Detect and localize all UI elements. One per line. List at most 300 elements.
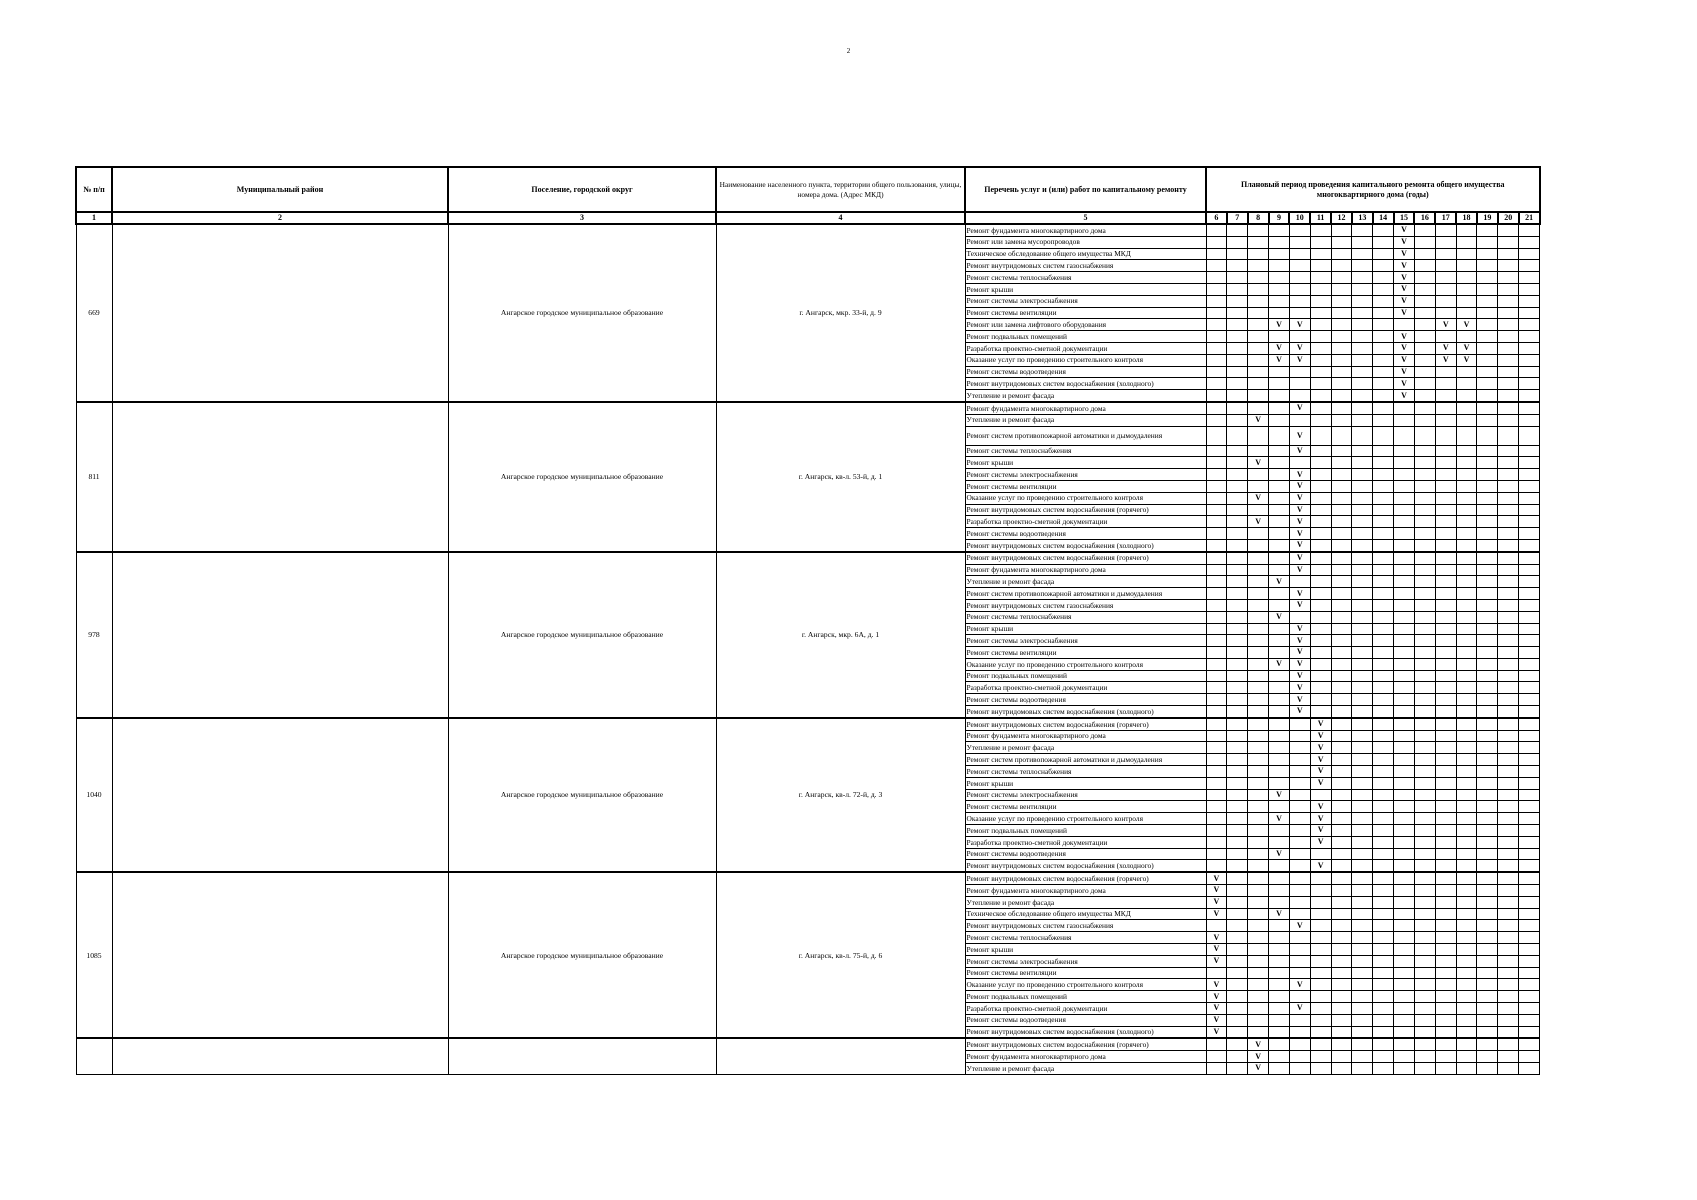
- year-cell-12: [1331, 766, 1352, 778]
- year-cell-11: [1310, 848, 1331, 860]
- year-cell-10: [1289, 260, 1310, 272]
- year-cell-21: [1519, 492, 1540, 504]
- year-cell-17: [1435, 588, 1456, 600]
- year-cell-19: [1477, 777, 1498, 789]
- year-cell-6: [1206, 272, 1227, 284]
- year-cell-17: [1435, 754, 1456, 766]
- year-cell-11: [1310, 236, 1331, 248]
- year-cell-15: [1394, 504, 1415, 516]
- year-cell-12: [1331, 469, 1352, 481]
- column-number: 12: [1331, 212, 1352, 224]
- year-cell-21: [1519, 283, 1540, 295]
- year-cell-21: [1519, 967, 1540, 979]
- year-cell-8: [1248, 885, 1269, 897]
- year-cell-15: [1394, 920, 1415, 932]
- year-cell-11: [1310, 635, 1331, 647]
- year-cell-17: [1435, 599, 1456, 611]
- year-cell-10: [1289, 754, 1310, 766]
- record-address: [716, 1038, 965, 1074]
- year-cell-18: [1456, 991, 1477, 1003]
- work-item: Ремонт внутридомовых систем водоснабжения (горячего): [965, 872, 1206, 884]
- year-cell-10: V: [1289, 516, 1310, 528]
- year-cell-18: [1456, 801, 1477, 813]
- year-cell-8: V: [1248, 1062, 1269, 1074]
- work-item: Ремонт внутридомовых систем водоснабжения (горячего): [965, 1038, 1206, 1050]
- year-cell-12: [1331, 1051, 1352, 1063]
- year-cell-13: [1352, 1026, 1373, 1038]
- year-cell-11: [1310, 647, 1331, 659]
- year-cell-11: [1310, 611, 1331, 623]
- year-cell-15: [1394, 564, 1415, 576]
- record-district: [112, 552, 448, 718]
- year-cell-16: [1414, 932, 1435, 944]
- year-cell-9: [1269, 647, 1290, 659]
- year-cell-11: [1310, 539, 1331, 551]
- year-cell-8: [1248, 920, 1269, 932]
- year-cell-8: V: [1248, 457, 1269, 469]
- year-cell-20: [1498, 1026, 1519, 1038]
- year-cell-12: [1331, 588, 1352, 600]
- year-cell-19: [1477, 492, 1498, 504]
- year-cell-15: [1394, 588, 1415, 600]
- year-cell-21: [1519, 730, 1540, 742]
- year-cell-8: [1248, 599, 1269, 611]
- year-cell-18: [1456, 426, 1477, 445]
- column-number: 19: [1477, 212, 1498, 224]
- year-cell-16: [1414, 599, 1435, 611]
- year-cell-13: [1352, 528, 1373, 540]
- year-cell-17: [1435, 272, 1456, 284]
- year-cell-6: [1206, 766, 1227, 778]
- year-cell-6: [1206, 754, 1227, 766]
- year-cell-6: [1206, 836, 1227, 848]
- year-cell-15: [1394, 979, 1415, 991]
- year-cell-12: [1331, 366, 1352, 378]
- year-cell-14: [1373, 283, 1394, 295]
- year-cell-6: [1206, 307, 1227, 319]
- year-cell-13: [1352, 885, 1373, 897]
- work-item: Оказание услуг по проведению строительного контроля: [965, 813, 1206, 825]
- year-cell-20: [1498, 295, 1519, 307]
- page-number: 2: [846, 47, 851, 55]
- year-cell-7: [1227, 967, 1248, 979]
- year-cell-9: [1269, 885, 1290, 897]
- year-cell-9: [1269, 1014, 1290, 1026]
- year-cell-11: [1310, 885, 1331, 897]
- year-cell-14: [1373, 766, 1394, 778]
- year-cell-16: [1414, 955, 1435, 967]
- year-cell-6: [1206, 801, 1227, 813]
- work-item: Ремонт систем противопожарной автоматики и дымоудаления: [965, 754, 1206, 766]
- column-number: 14: [1373, 212, 1394, 224]
- year-cell-7: [1227, 718, 1248, 730]
- year-cell-17: [1435, 967, 1456, 979]
- year-cell-9: [1269, 718, 1290, 730]
- work-item: Разработка проектно-сметной документации: [965, 342, 1206, 354]
- year-cell-6: [1206, 694, 1227, 706]
- year-cell-18: [1456, 754, 1477, 766]
- year-cell-20: [1498, 777, 1519, 789]
- year-cell-17: [1435, 920, 1456, 932]
- year-cell-9: [1269, 224, 1290, 236]
- year-cell-17: [1435, 331, 1456, 343]
- column-number: 5: [965, 212, 1206, 224]
- year-cell-13: [1352, 813, 1373, 825]
- year-cell-17: [1435, 955, 1456, 967]
- year-cell-11: [1310, 1038, 1331, 1050]
- year-cell-18: [1456, 766, 1477, 778]
- year-cell-15: [1394, 742, 1415, 754]
- work-item: Ремонт фундамента многоквартирного дома: [965, 402, 1206, 414]
- year-cell-15: [1394, 658, 1415, 670]
- year-cell-10: V: [1289, 588, 1310, 600]
- year-cell-7: [1227, 955, 1248, 967]
- year-cell-17: V: [1435, 354, 1456, 366]
- year-cell-11: V: [1310, 766, 1331, 778]
- year-cell-21: [1519, 1014, 1540, 1026]
- year-cell-8: [1248, 611, 1269, 623]
- record-num: 1085: [76, 872, 112, 1038]
- year-cell-9: [1269, 236, 1290, 248]
- year-cell-19: [1477, 944, 1498, 956]
- year-cell-15: [1394, 706, 1415, 718]
- year-cell-11: [1310, 1003, 1331, 1015]
- year-cell-8: [1248, 991, 1269, 1003]
- year-cell-19: [1477, 991, 1498, 1003]
- year-cell-16: [1414, 260, 1435, 272]
- year-cell-9: [1269, 414, 1290, 426]
- year-cell-7: [1227, 576, 1248, 588]
- year-cell-8: [1248, 848, 1269, 860]
- year-cell-15: [1394, 457, 1415, 469]
- year-cell-14: [1373, 319, 1394, 331]
- year-cell-7: [1227, 1003, 1248, 1015]
- year-cell-7: [1227, 623, 1248, 635]
- year-cell-7: [1227, 944, 1248, 956]
- year-cell-18: [1456, 836, 1477, 848]
- year-cell-16: [1414, 307, 1435, 319]
- year-cell-7: [1227, 801, 1248, 813]
- year-cell-17: [1435, 480, 1456, 492]
- year-cell-15: [1394, 848, 1415, 860]
- year-cell-19: [1477, 528, 1498, 540]
- year-cell-13: [1352, 836, 1373, 848]
- year-cell-13: [1352, 283, 1373, 295]
- year-cell-15: [1394, 516, 1415, 528]
- year-cell-8: [1248, 480, 1269, 492]
- year-cell-6: V: [1206, 885, 1227, 897]
- year-cell-17: [1435, 1026, 1456, 1038]
- year-cell-13: [1352, 354, 1373, 366]
- year-cell-7: [1227, 1051, 1248, 1063]
- year-cell-18: [1456, 611, 1477, 623]
- year-cell-6: V: [1206, 908, 1227, 920]
- year-cell-6: [1206, 552, 1227, 564]
- year-cell-10: V: [1289, 635, 1310, 647]
- year-cell-9: [1269, 967, 1290, 979]
- year-cell-18: [1456, 706, 1477, 718]
- year-cell-8: [1248, 342, 1269, 354]
- year-cell-16: [1414, 706, 1435, 718]
- year-cell-13: [1352, 967, 1373, 979]
- column-number: 1: [76, 212, 112, 224]
- year-cell-14: [1373, 492, 1394, 504]
- year-cell-8: [1248, 528, 1269, 540]
- year-cell-14: [1373, 682, 1394, 694]
- year-cell-20: [1498, 378, 1519, 390]
- year-cell-14: [1373, 307, 1394, 319]
- year-cell-18: [1456, 1014, 1477, 1026]
- year-cell-6: [1206, 283, 1227, 295]
- year-cell-15: [1394, 825, 1415, 837]
- year-cell-13: [1352, 635, 1373, 647]
- work-item: Ремонт фундамента многоквартирного дома: [965, 564, 1206, 576]
- year-cell-7: [1227, 766, 1248, 778]
- record-settlement: Ангарское городское муниципальное образование: [448, 872, 716, 1038]
- year-cell-11: [1310, 658, 1331, 670]
- year-cell-10: V: [1289, 426, 1310, 445]
- year-cell-20: [1498, 1051, 1519, 1063]
- year-cell-16: [1414, 754, 1435, 766]
- year-cell-6: [1206, 480, 1227, 492]
- year-cell-21: [1519, 552, 1540, 564]
- year-cell-10: [1289, 1062, 1310, 1074]
- year-cell-16: [1414, 742, 1435, 754]
- year-cell-18: [1456, 730, 1477, 742]
- year-cell-9: [1269, 552, 1290, 564]
- year-cell-18: [1456, 872, 1477, 884]
- year-cell-13: [1352, 742, 1373, 754]
- year-cell-6: V: [1206, 1026, 1227, 1038]
- year-cell-16: [1414, 1038, 1435, 1050]
- year-cell-11: [1310, 789, 1331, 801]
- year-cell-11: [1310, 307, 1331, 319]
- year-cell-19: [1477, 920, 1498, 932]
- year-cell-19: [1477, 742, 1498, 754]
- year-cell-13: [1352, 682, 1373, 694]
- year-cell-21: [1519, 539, 1540, 551]
- year-cell-18: [1456, 236, 1477, 248]
- year-cell-19: [1477, 354, 1498, 366]
- year-cell-8: [1248, 718, 1269, 730]
- year-cell-13: [1352, 426, 1373, 445]
- work-item: Оказание услуг по проведению строительного контроля: [965, 979, 1206, 991]
- year-cell-9: [1269, 944, 1290, 956]
- year-cell-6: [1206, 670, 1227, 682]
- year-cell-10: [1289, 742, 1310, 754]
- year-cell-19: [1477, 896, 1498, 908]
- work-item: Ремонт внутридомовых систем газоснабжения: [965, 599, 1206, 611]
- year-cell-12: [1331, 611, 1352, 623]
- year-cell-13: [1352, 414, 1373, 426]
- record-address: г. Ангарск, кв-л. 53-й, д. 1: [716, 402, 965, 552]
- year-cell-19: [1477, 307, 1498, 319]
- year-cell-21: [1519, 236, 1540, 248]
- year-cell-15: [1394, 955, 1415, 967]
- year-cell-19: [1477, 908, 1498, 920]
- year-cell-17: [1435, 860, 1456, 872]
- year-cell-6: [1206, 1062, 1227, 1074]
- year-cell-18: [1456, 390, 1477, 402]
- year-cell-15: [1394, 445, 1415, 457]
- year-cell-11: [1310, 366, 1331, 378]
- year-cell-13: [1352, 469, 1373, 481]
- year-cell-17: [1435, 611, 1456, 623]
- year-cell-21: [1519, 813, 1540, 825]
- year-cell-16: [1414, 694, 1435, 706]
- year-cell-14: [1373, 236, 1394, 248]
- year-cell-16: [1414, 564, 1435, 576]
- year-cell-19: [1477, 682, 1498, 694]
- year-cell-14: [1373, 789, 1394, 801]
- year-cell-21: [1519, 944, 1540, 956]
- year-cell-6: [1206, 295, 1227, 307]
- year-cell-19: [1477, 706, 1498, 718]
- table-row: [76, 224, 1540, 236]
- year-cell-18: [1456, 248, 1477, 260]
- year-cell-9: [1269, 932, 1290, 944]
- year-cell-12: [1331, 354, 1352, 366]
- year-cell-7: [1227, 730, 1248, 742]
- year-cell-7: [1227, 1014, 1248, 1026]
- year-cell-11: [1310, 694, 1331, 706]
- year-cell-10: [1289, 1014, 1310, 1026]
- year-cell-10: [1289, 272, 1310, 284]
- year-cell-19: [1477, 378, 1498, 390]
- work-item: Утепление и ремонт фасада: [965, 1062, 1206, 1074]
- year-cell-16: [1414, 331, 1435, 343]
- year-cell-18: [1456, 623, 1477, 635]
- year-cell-7: [1227, 813, 1248, 825]
- year-cell-21: [1519, 670, 1540, 682]
- year-cell-9: [1269, 777, 1290, 789]
- work-item: Разработка проектно-сметной документации: [965, 1003, 1206, 1015]
- year-cell-16: [1414, 236, 1435, 248]
- year-cell-11: [1310, 248, 1331, 260]
- year-cell-20: [1498, 504, 1519, 516]
- year-cell-12: [1331, 599, 1352, 611]
- year-cell-15: [1394, 777, 1415, 789]
- year-cell-18: [1456, 539, 1477, 551]
- year-cell-11: [1310, 576, 1331, 588]
- year-cell-14: [1373, 445, 1394, 457]
- year-cell-8: [1248, 426, 1269, 445]
- year-cell-12: [1331, 670, 1352, 682]
- work-item: Ремонт системы водоотведения: [965, 528, 1206, 540]
- year-cell-21: [1519, 694, 1540, 706]
- year-cell-17: [1435, 896, 1456, 908]
- year-cell-9: [1269, 390, 1290, 402]
- work-item: Ремонт крыши: [965, 457, 1206, 469]
- year-cell-10: [1289, 1038, 1310, 1050]
- year-cell-14: [1373, 390, 1394, 402]
- year-cell-9: [1269, 872, 1290, 884]
- year-cell-8: [1248, 647, 1269, 659]
- year-cell-14: [1373, 694, 1394, 706]
- year-cell-11: [1310, 682, 1331, 694]
- year-cell-12: [1331, 623, 1352, 635]
- year-cell-16: [1414, 944, 1435, 956]
- year-cell-11: [1310, 1026, 1331, 1038]
- year-cell-12: [1331, 742, 1352, 754]
- year-cell-14: [1373, 295, 1394, 307]
- year-cell-16: [1414, 528, 1435, 540]
- year-cell-10: [1289, 414, 1310, 426]
- year-cell-21: [1519, 920, 1540, 932]
- year-cell-8: [1248, 1014, 1269, 1026]
- work-item: Ремонт системы электроснабжения: [965, 789, 1206, 801]
- year-cell-11: [1310, 979, 1331, 991]
- year-cell-17: [1435, 825, 1456, 837]
- year-cell-7: [1227, 1026, 1248, 1038]
- year-cell-18: [1456, 564, 1477, 576]
- year-cell-13: [1352, 860, 1373, 872]
- year-cell-10: [1289, 955, 1310, 967]
- year-cell-6: [1206, 682, 1227, 694]
- year-cell-12: [1331, 908, 1352, 920]
- year-cell-11: [1310, 414, 1331, 426]
- year-cell-12: [1331, 825, 1352, 837]
- year-cell-21: [1519, 1051, 1540, 1063]
- year-cell-17: [1435, 635, 1456, 647]
- year-cell-18: [1456, 670, 1477, 682]
- year-cell-18: [1456, 967, 1477, 979]
- year-cell-7: [1227, 248, 1248, 260]
- year-cell-15: [1394, 1051, 1415, 1063]
- year-cell-16: [1414, 658, 1435, 670]
- year-cell-7: [1227, 331, 1248, 343]
- year-cell-9: [1269, 588, 1290, 600]
- year-cell-9: [1269, 979, 1290, 991]
- year-cell-15: V: [1394, 260, 1415, 272]
- year-cell-12: [1331, 777, 1352, 789]
- year-cell-16: [1414, 885, 1435, 897]
- year-cell-15: V: [1394, 248, 1415, 260]
- year-cell-17: [1435, 1038, 1456, 1050]
- year-cell-14: [1373, 272, 1394, 284]
- year-cell-10: [1289, 1026, 1310, 1038]
- year-cell-15: [1394, 635, 1415, 647]
- work-item: Ремонт систем противопожарной автоматики и дымоудаления: [965, 588, 1206, 600]
- year-cell-19: [1477, 445, 1498, 457]
- year-cell-14: [1373, 658, 1394, 670]
- year-cell-12: [1331, 848, 1352, 860]
- year-cell-13: [1352, 445, 1373, 457]
- table-row: [76, 872, 1540, 884]
- year-cell-14: [1373, 885, 1394, 897]
- year-cell-15: [1394, 813, 1415, 825]
- year-cell-13: [1352, 1051, 1373, 1063]
- record-num: 1040: [76, 718, 112, 872]
- year-cell-6: [1206, 260, 1227, 272]
- year-cell-12: [1331, 896, 1352, 908]
- year-cell-18: [1456, 516, 1477, 528]
- year-cell-10: [1289, 777, 1310, 789]
- year-cell-9: V: [1269, 848, 1290, 860]
- year-cell-21: [1519, 896, 1540, 908]
- year-cell-16: [1414, 283, 1435, 295]
- year-cell-7: [1227, 402, 1248, 414]
- year-cell-6: [1206, 789, 1227, 801]
- work-item: Ремонт системы вентиляции: [965, 307, 1206, 319]
- year-cell-8: V: [1248, 492, 1269, 504]
- year-cell-21: [1519, 789, 1540, 801]
- year-cell-13: [1352, 492, 1373, 504]
- year-cell-10: [1289, 224, 1310, 236]
- year-cell-14: [1373, 860, 1394, 872]
- year-cell-12: [1331, 516, 1352, 528]
- year-cell-20: [1498, 908, 1519, 920]
